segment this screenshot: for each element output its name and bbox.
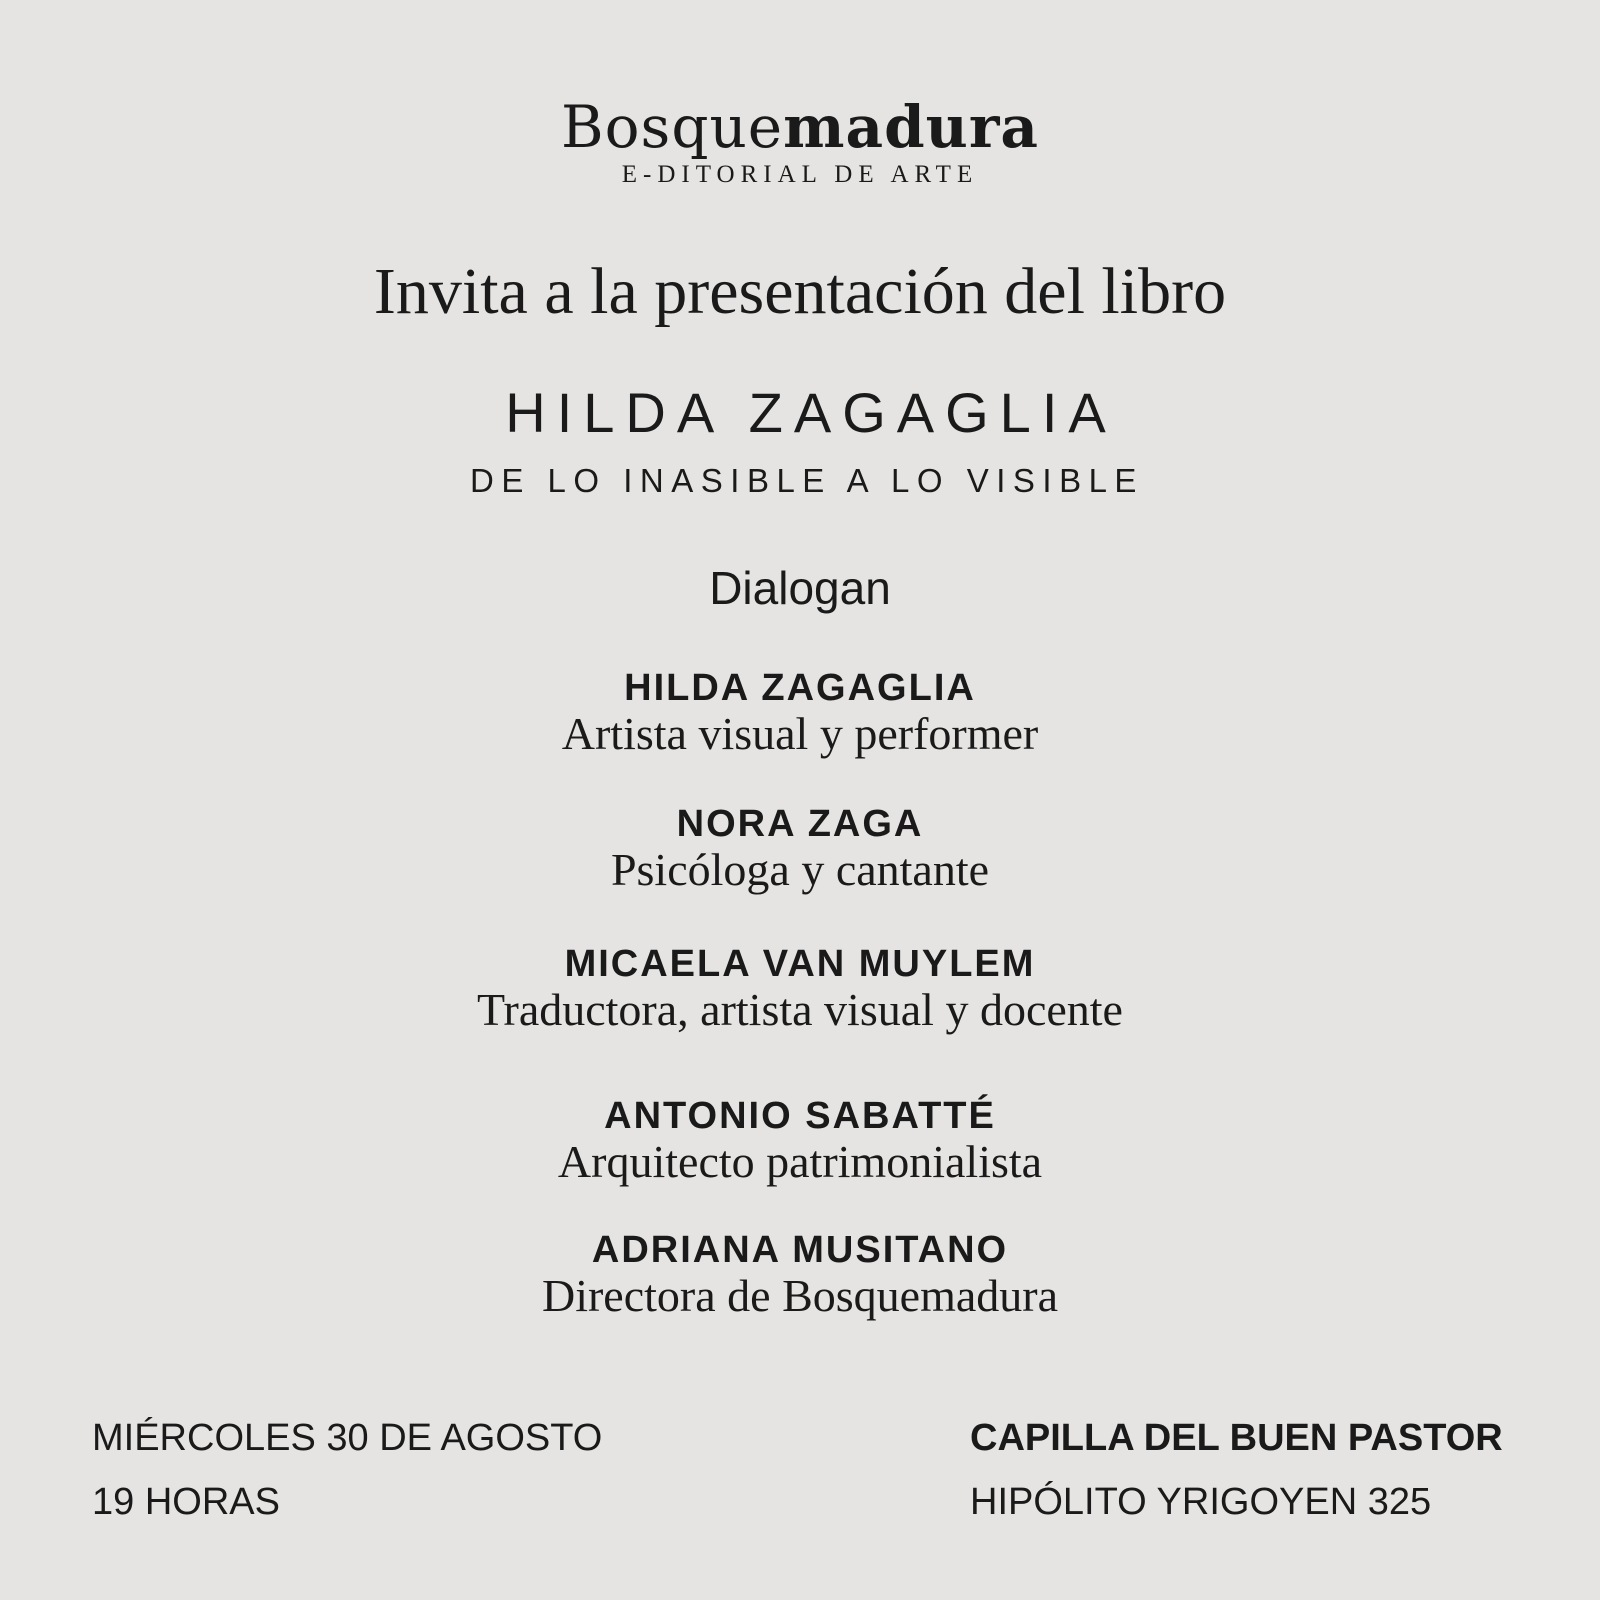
publisher-name-light: Bosque — [561, 93, 784, 161]
speaker-name: HILDA ZAGAGLIA — [624, 667, 976, 709]
speaker-role: Directora de Bosquemadura — [541, 1270, 1059, 1321]
speaker-name: MICAELA VAN MUYLEM — [564, 943, 1036, 985]
speakers-heading: Dialogan — [709, 562, 891, 614]
invitation-heading: Invita a la presentación del libro — [373, 255, 1227, 328]
publisher-logo — [0, 94, 1600, 160]
event-date: MIÉRCOLES 30 DE AGOSTO — [92, 1417, 603, 1459]
publisher-tagline: E-DITORIAL DE ARTE — [621, 161, 979, 188]
speaker-role: Psicóloga y cantante — [610, 844, 990, 895]
speaker-role: Traductora, artista visual y docente — [477, 984, 1123, 1035]
event-address: HIPÓLITO YRIGOYEN 325 — [970, 1481, 1432, 1523]
speaker-name: ANTONIO SABATTÉ — [604, 1095, 996, 1137]
publisher-name-bold: madura — [783, 93, 1039, 161]
speaker-name: ADRIANA MUSITANO — [591, 1229, 1009, 1271]
book-subtitle: DE LO INASIBLE A LO VISIBLE — [470, 462, 1144, 499]
event-time: 19 HORAS — [92, 1481, 280, 1523]
speaker-role: Artista visual y performer — [561, 708, 1039, 759]
book-title: HILDA ZAGAGLIA — [505, 381, 1117, 444]
speaker-role: Arquitecto patrimonialista — [557, 1136, 1043, 1187]
speaker-name: NORA ZAGA — [676, 803, 924, 845]
event-venue: CAPILLA DEL BUEN PASTOR — [970, 1417, 1503, 1459]
